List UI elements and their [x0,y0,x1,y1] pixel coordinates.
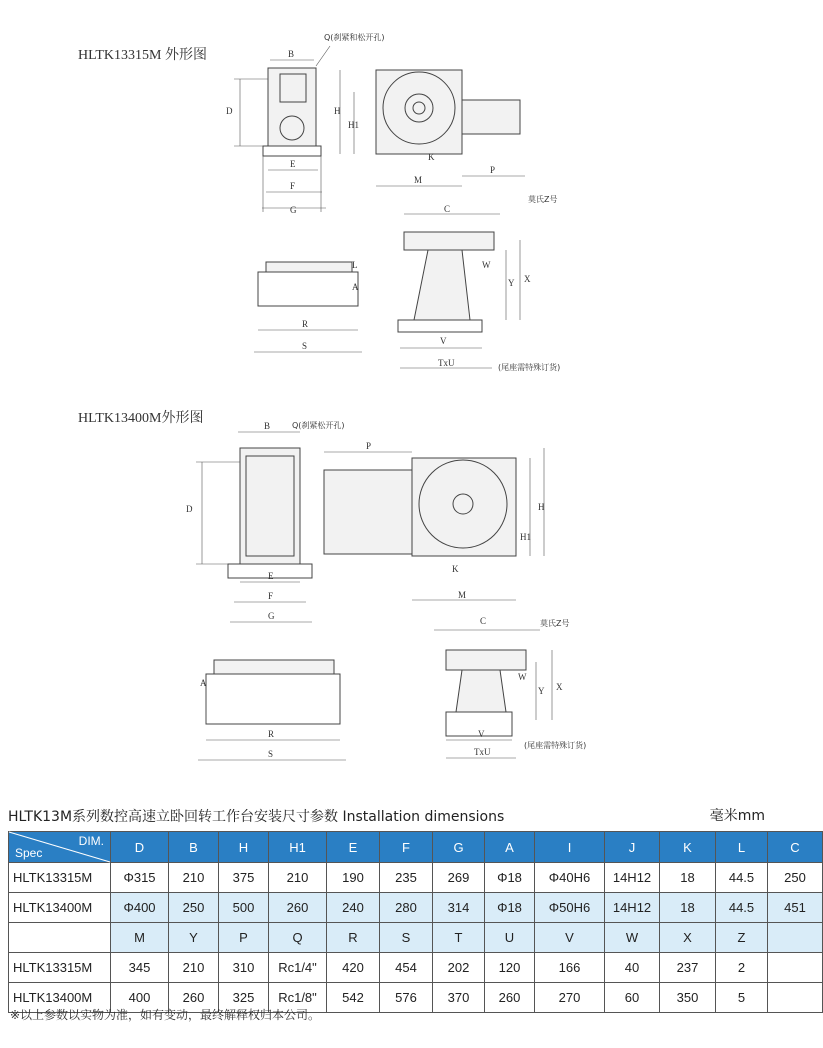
value-cell: 454 [380,953,433,983]
value-cell: 237 [660,953,716,983]
value-cell: 2 [716,953,768,983]
value-cell: Rc1/4" [269,953,327,983]
dim-R-label-2: R [268,729,275,739]
dim-A-label-2: A [200,678,207,688]
value-cell: Φ40H6 [535,863,605,893]
value-cell: 400 [111,983,169,1013]
custom-note-bottom: (尾座需特殊订货) [524,741,587,750]
value-cell: 14H12 [605,863,660,893]
dim-F-label: F [290,181,296,191]
header-row-2 [9,923,823,953]
bottom-bottom-view [198,660,346,760]
figure-title-hltk13400m: HLTK13400M外形图 [78,411,204,426]
unit-label: 毫米mm [709,808,765,824]
header-cell: J [605,832,660,863]
header-cell: I [535,832,605,863]
header-cell: H1 [269,832,327,863]
header-cell: R [327,923,380,953]
dim-E-label: E [290,159,296,169]
value-cell: 18 [660,863,716,893]
spec-dim-header [9,832,111,863]
value-cell: 5 [716,983,768,1013]
header-cell: M [111,923,169,953]
header-cell: G [433,832,485,863]
dim-P-label-2: P [366,441,372,451]
bottom-tailstock-view [434,616,586,758]
value-cell [768,953,823,983]
header-cell: F [380,832,433,863]
value-cell: 210 [169,863,219,893]
value-cell: 375 [219,863,269,893]
header-cell: Z [716,923,768,953]
value-cell: 314 [433,893,485,923]
value-cell: 250 [768,863,823,893]
value-cell: Φ18 [485,893,535,923]
dim-C-label-2: C [480,616,487,626]
value-cell: 451 [768,893,823,923]
header-cell: B [169,832,219,863]
value-cell: 270 [535,983,605,1013]
header-cell: S [380,923,433,953]
value-cell: 260 [485,983,535,1013]
header-cell: H [219,832,269,863]
value-cell: 350 [660,983,716,1013]
table-title: HLTK13M系列数控高速立卧回转工作台安装尺寸参数 Installation dimensions [8,809,505,825]
footnote: ※以上参数以实物为准，如有变动，最终解释权归本公司。 [10,1008,321,1022]
dim-G-label: G [290,205,297,215]
bottom-side-view [186,420,345,622]
header-cell: D [111,832,169,863]
value-cell: 190 [327,863,380,893]
value-cell: 260 [269,893,327,923]
dim-C-label: C [444,204,451,214]
dim-B-label: B [288,49,295,59]
value-cell: 325 [219,983,269,1013]
dim-X-label: X [524,274,531,284]
dim-H1-label: H1 [348,120,359,130]
dim-V-label-2: V [478,729,485,739]
dim-W-label: W [482,260,491,270]
dim-K-label: K [428,152,435,162]
dim-V-label: V [440,336,447,346]
dim-B-label-2: B [264,421,271,431]
table-row [9,953,823,983]
header-cell: U [485,923,535,953]
value-cell: 40 [605,953,660,983]
value-cell: 44.5 [716,863,768,893]
value-cell: 210 [169,953,219,983]
dim-D-label-2: D [186,504,193,514]
value-cell: 269 [433,863,485,893]
dim-H1-label-2: H1 [520,532,531,542]
dim-K-label-2: K [452,564,459,574]
value-cell: Rc1/8" [269,983,327,1013]
value-cell: 576 [380,983,433,1013]
tailstock-note-top: 莫氏Z号 [528,195,558,204]
value-cell: 14H12 [605,893,660,923]
header-cell: A [485,832,535,863]
dim-label: DIM. [78,834,104,848]
header-cell: Y [169,923,219,953]
dim-M-label: M [414,175,423,185]
bottom-front-view [324,441,545,600]
header-cell: P [219,923,269,953]
value-cell: Φ50H6 [535,893,605,923]
dim-L-label: L [352,260,358,270]
value-cell: Φ400 [111,893,169,923]
custom-note-top: (尾座需特殊订货) [498,363,561,372]
header-cell: L [716,832,768,863]
dim-Y-label-2: Y [538,686,545,696]
header-cell [768,923,823,953]
header-cell: K [660,832,716,863]
value-cell [768,983,823,1013]
model-cell: HLTK13315M [9,953,111,983]
value-cell: 345 [111,953,169,983]
dim-H-label-2: H [538,502,545,512]
top-tailstock-view [398,194,560,372]
model-cell: HLTK13315M [9,863,111,893]
value-cell: 166 [535,953,605,983]
dim-D-label: D [226,106,233,116]
spec-label: Spec [15,846,43,860]
dim-H-label: H [334,106,341,116]
table-body [9,832,823,1013]
value-cell: 542 [327,983,380,1013]
dim-A-label: A [352,282,359,292]
header-cell: Q [269,923,327,953]
q-note-top: Q(刹紧和松开孔) [324,33,385,42]
value-cell: 18 [660,893,716,923]
header-cell: T [433,923,485,953]
dim-S-label-2: S [268,749,274,759]
tailstock-note-bottom: 莫氏Z号 [540,619,570,628]
value-cell: 250 [169,893,219,923]
dim-E-label-2: E [268,571,274,581]
dim-M-label-2: M [458,590,467,600]
value-cell: Φ315 [111,863,169,893]
value-cell: 44.5 [716,893,768,923]
value-cell: 260 [169,983,219,1013]
figure-title-hltk13315m: HLTK13315M 外形图 [78,48,207,63]
header-cell: W [605,923,660,953]
dim-G-label-2: G [268,611,275,621]
value-cell: 235 [380,863,433,893]
value-cell: 420 [327,953,380,983]
value-cell: 280 [380,893,433,923]
model-cell: HLTK13400M [9,983,111,1013]
dim-TxU-label: TxU [438,358,455,368]
header-cell: X [660,923,716,953]
header-cell: E [327,832,380,863]
dim-TxU-label-2: TxU [474,747,491,757]
table-row [9,863,823,893]
blank-cell [9,923,111,953]
dim-S-label: S [302,341,308,351]
dim-X-label-2: X [556,682,563,692]
value-cell: 370 [433,983,485,1013]
value-cell: 240 [327,893,380,923]
value-cell: Φ18 [485,863,535,893]
header-cell: C [768,832,823,863]
value-cell: 60 [605,983,660,1013]
model-cell: HLTK13400M [9,893,111,923]
dim-P-label: P [490,165,496,175]
header-cell: V [535,923,605,953]
header-row-1 [9,832,823,863]
dim-W-label-2: W [518,672,527,682]
value-cell: 202 [433,953,485,983]
top-side-view [226,32,385,215]
value-cell: 500 [219,893,269,923]
table-row [9,893,823,923]
value-cell: 120 [485,953,535,983]
dim-Y-label: Y [508,278,515,288]
dim-F-label-2: F [268,591,274,601]
top-bottom-view [254,260,362,352]
dim-R-label: R [302,319,309,329]
value-cell: 210 [269,863,327,893]
installation-dimensions-table [8,831,823,1013]
q-note-bottom: Q(刹紧松开孔) [292,421,345,430]
top-front-view [334,70,525,186]
value-cell: 310 [219,953,269,983]
